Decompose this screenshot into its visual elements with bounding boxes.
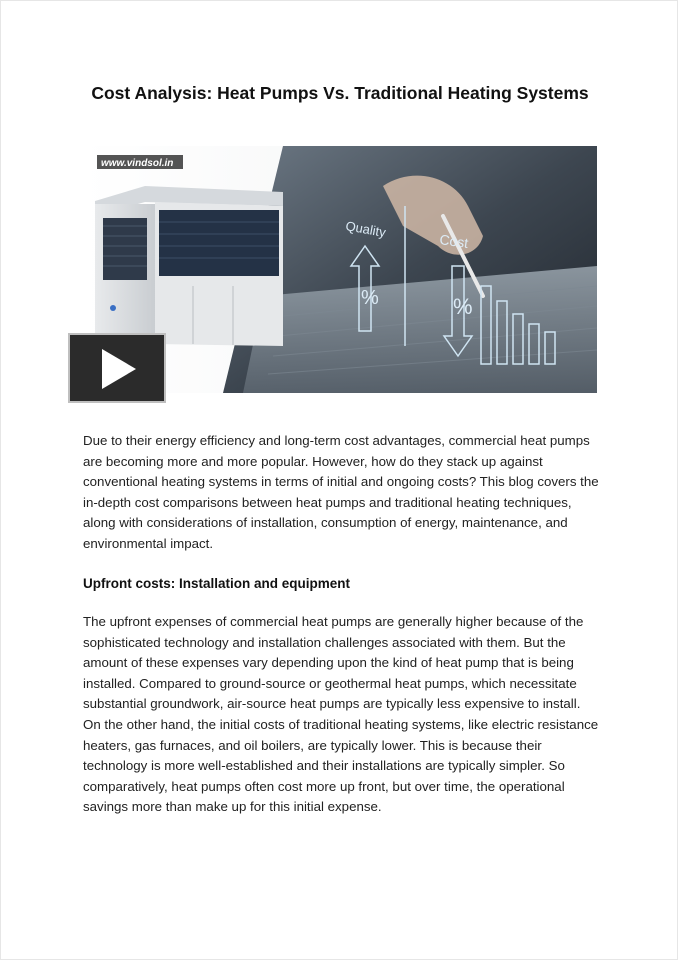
upfront-costs-paragraph: The upfront expenses of commercial heat pumps are generally higher because of the sophisticated technology and installation challenges associated with them. But the amount of these expenses vary depending upon the kind of heat pump that is being installed. Compared to ground-source or geothermal heat pumps, which necessitate substantial groundwork, air-source heat pumps are typically less expensive to install. On the other hand, the initial costs of traditional heating systems, like electric resistance heaters, gas furnaces, and oil boilers, are typically lower. This is because their technology is more well-established and their installations are typically simpler. So comparatively, heat pumps often cost more up front, but over time, the operational savings more than make up for this initial expense. [83,614,599,815]
intro-paragraph: Due to their energy efficiency and long-term cost advantages, commercial heat pumps are becoming more and more popular. However, how do they stack up against conventional heating systems in terms of initial and ongoing costs? This blog covers the in-depth cost comparisons between heat pumps and traditional heating techniques, along with considerations of installation, consumption of energy, maintenance, and environmental impact. [83,433,599,551]
play-icon [102,349,136,389]
watermark-text: www.vindsol.in [101,158,174,169]
cost-percent: % [453,294,473,319]
heat-pump-unit [95,186,283,346]
section-heading: Upfront costs: Installation and equipment [83,576,351,591]
play-button[interactable] [68,333,166,403]
quality-percent: % [361,287,379,309]
cost-label: Cost [438,231,470,251]
quality-label: Quality [344,218,387,240]
page-title: Cost Analysis: Heat Pumps Vs. Traditional Heating Systems [91,83,589,103]
